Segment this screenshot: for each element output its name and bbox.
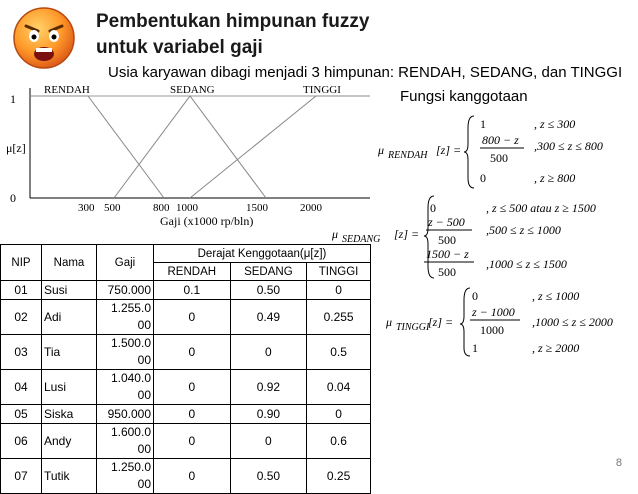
x-tick-2000: 2000: [300, 202, 322, 214]
svg-text:500: 500: [438, 265, 456, 279]
slide-title-line2: untuk variabel gaji: [96, 37, 263, 58]
svg-text:,1000 ≤ z ≤ 1500: ,1000 ≤ z ≤ 1500: [486, 257, 567, 271]
y-tick-zero: 0: [10, 191, 16, 205]
svg-text:, z ≤ 1000: , z ≤ 1000: [532, 289, 580, 303]
membership-formulas: [332, 108, 636, 358]
membership-graph: [0, 82, 372, 232]
table-row: 03 Tia 1.500.000 0 0 0.5: [1, 335, 371, 370]
svg-text:1: 1: [480, 117, 486, 131]
formula-rendah: [377, 116, 603, 188]
svg-text:0: 0: [480, 171, 486, 185]
rendah-curve: [30, 96, 164, 198]
svg-text:z − 1000: z − 1000: [472, 305, 515, 319]
sedang-curve: [114, 96, 266, 198]
x-tick-500: 500: [104, 202, 121, 214]
angry-face-icon: [8, 4, 80, 72]
header-sedang: SEDANG: [230, 263, 307, 281]
x-tick-1000: 1000: [176, 202, 198, 214]
svg-text:1: 1: [472, 341, 478, 355]
header-nama: Nama: [42, 245, 97, 281]
svg-text:[z] =: [z] =: [428, 315, 454, 329]
svg-text:[z] =: [z] =: [436, 143, 462, 157]
table-row: 07 Tutik 1.250.000 0 0.50 0.25: [1, 459, 371, 494]
svg-text:,500 ≤ z ≤ 1000: ,500 ≤ z ≤ 1000: [486, 223, 561, 237]
svg-text:, z ≤ 500 atau z ≥ 1500: , z ≤ 500 atau z ≥ 1500: [486, 201, 596, 215]
svg-text:0: 0: [430, 201, 436, 215]
set-label-rendah: RENDAH: [44, 84, 90, 96]
svg-text:800 − z: 800 − z: [482, 133, 519, 147]
svg-text:, z ≥ 2000: , z ≥ 2000: [532, 341, 580, 355]
functions-heading: Fungsi kanggotaan: [400, 88, 528, 105]
table-row: 04 Lusi 1.040.000 0 0.92 0.04: [1, 370, 371, 405]
svg-text:μ: μ: [378, 143, 385, 157]
formula-rendah-name: RENDAH: [388, 150, 428, 161]
x-tick-300: 300: [78, 202, 95, 214]
y-axis-label: μ[z]: [6, 141, 26, 155]
slide-subtitle: Usia karyawan dibagi menjadi 3 himpunan: RENDAH, SEDANG, dan TINGGI: [108, 64, 623, 81]
table-row: 05 Siska 950.000 0 0.90 0: [1, 405, 371, 424]
table-row: 01 Susi 750.000 0.1 0.50 0: [1, 281, 371, 300]
svg-text:z − 500: z − 500: [428, 215, 465, 229]
svg-text:1500 − z: 1500 − z: [426, 247, 469, 261]
svg-text:500: 500: [490, 151, 508, 165]
svg-text:, z ≤ 300: , z ≤ 300: [534, 117, 576, 131]
formula-sedang-name: SEDANG: [342, 234, 381, 245]
table-row: 06 Andy 1.600.000 0 0 0.6: [1, 424, 371, 459]
header-nip: NIP: [1, 245, 42, 281]
header-derajat: Derajat Kenggotaan(μ[z]): [154, 245, 371, 263]
svg-text:500: 500: [438, 233, 456, 247]
table-row: 02 Adi 1.255.000 0 0.49 0.255: [1, 300, 371, 335]
x-tick-1500: 1500: [246, 202, 268, 214]
svg-text:, z ≥ 800: , z ≥ 800: [534, 171, 576, 185]
svg-text:,1000 ≤ z ≤ 2000: ,1000 ≤ z ≤ 2000: [532, 315, 613, 329]
header-gaji: Gaji: [97, 245, 154, 281]
svg-text:μ: μ: [332, 227, 339, 241]
header-tinggi: TINGGI: [307, 263, 371, 281]
x-axis-label: Gaji (x1000 rp/bln): [160, 214, 254, 228]
tinggi-curve: [190, 96, 370, 198]
svg-text:0: 0: [472, 289, 478, 303]
page-number: 8: [615, 457, 622, 469]
y-tick-one: 1: [10, 92, 16, 106]
membership-table: [0, 244, 371, 494]
set-label-tinggi: TINGGI: [303, 84, 341, 96]
header-rendah: RENDAH: [154, 263, 231, 281]
formula-tinggi-name: TINGGI: [396, 322, 430, 333]
x-tick-800: 800: [153, 202, 170, 214]
svg-text:μ: μ: [386, 315, 393, 329]
formula-tinggi: [385, 288, 613, 356]
svg-text:[z] =: [z] =: [394, 227, 420, 241]
set-label-sedang: SEDANG: [170, 84, 215, 96]
slide-title-line1: Pembentukan himpunan fuzzy: [96, 11, 370, 32]
svg-text:,300 ≤ z ≤ 800: ,300 ≤ z ≤ 800: [534, 139, 603, 153]
svg-text:1000: 1000: [480, 323, 504, 337]
